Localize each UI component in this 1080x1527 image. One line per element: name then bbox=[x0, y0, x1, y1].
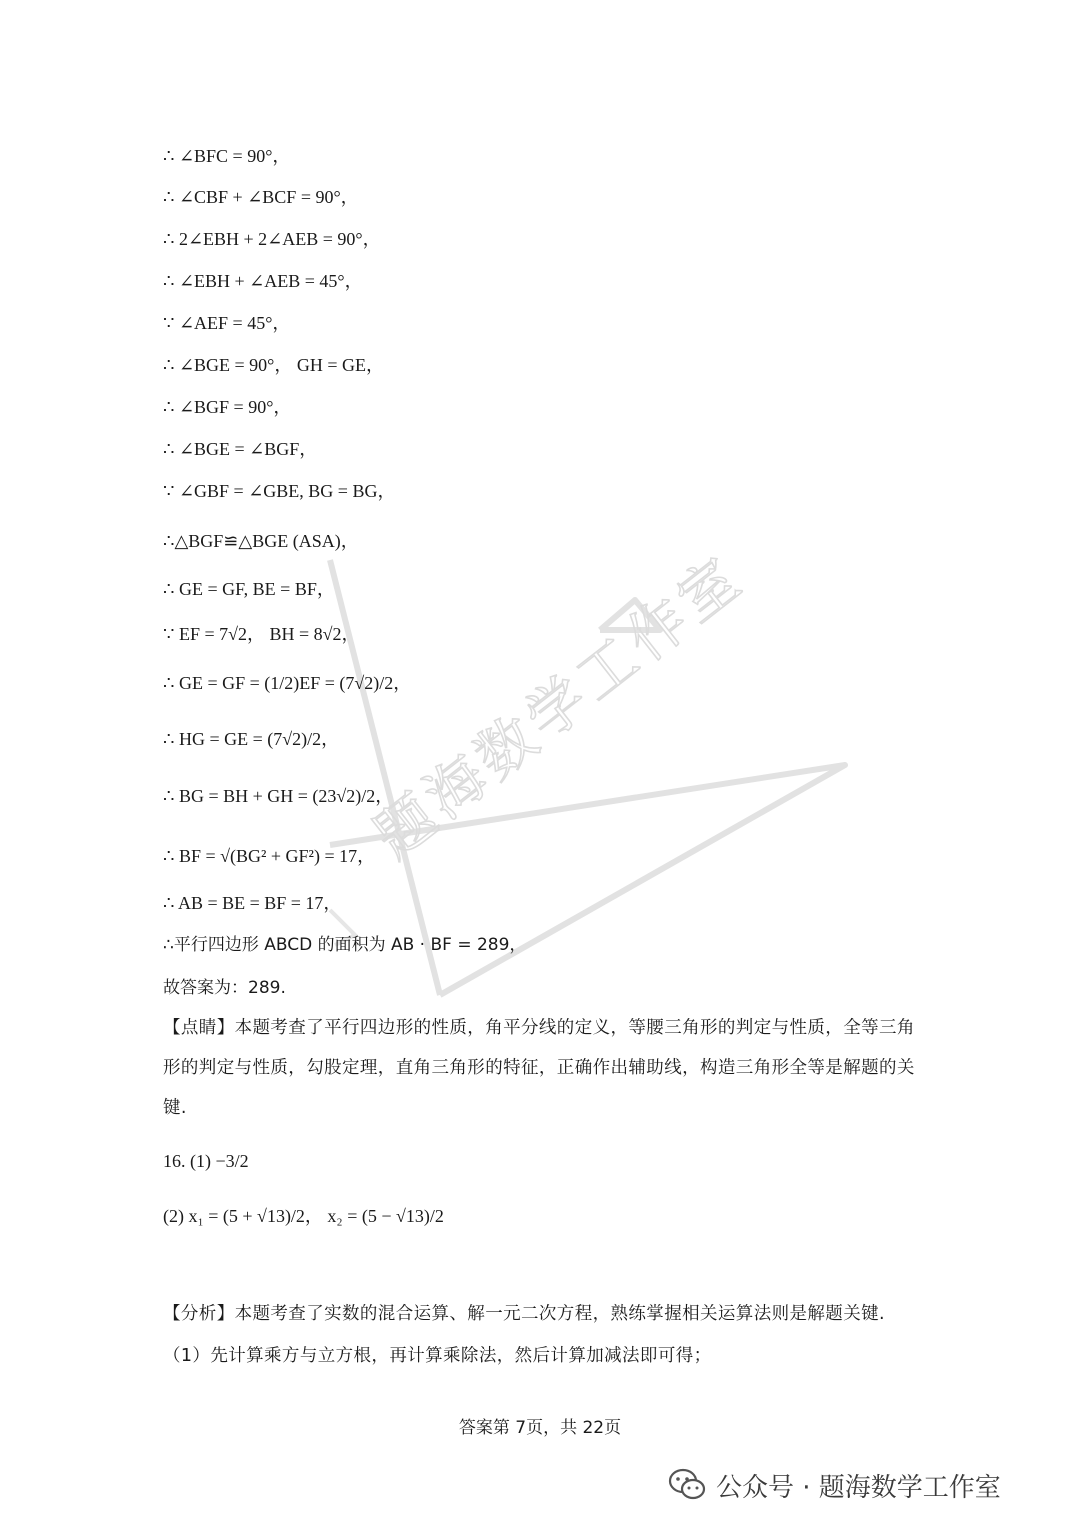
solution-step: ∴ ∠CBF + ∠BCF = 90°， bbox=[163, 187, 359, 207]
q16-answer-2: (2) x₁ = (5 + √13)/2， x₂ = (5 − √13)/2 bbox=[163, 1206, 444, 1226]
solution-step: ∴ BG = BH + GH = (23√2)/2， bbox=[163, 786, 394, 806]
watermark-text: 题海数学工作室 bbox=[361, 541, 757, 872]
solution-step: ∴ ∠BGE = 90°， GH = GE， bbox=[163, 355, 385, 375]
solution-step: ∴ HG = GE = (7√2)/2， bbox=[163, 729, 340, 749]
solution-step: ∴△BGF≌△BGE (ASA)， bbox=[163, 531, 359, 551]
fenxi-paragraph: 【分析】本题考查了实数的混合运算、解一元二次方程，熟练掌握相关运算法则是解题关键. bbox=[163, 1304, 885, 1324]
solution-step: ∴ GE = GF, BE = BF， bbox=[163, 579, 335, 599]
solution-step: ∴ AB = BE = BF = 17， bbox=[163, 893, 342, 913]
solution-step: ∴ ∠BGE = ∠BGF， bbox=[163, 439, 318, 459]
solution-step: ∵ EF = 7√2， BH = 8√2， bbox=[163, 624, 360, 644]
page-footer: 答案第 7页，共 22页 bbox=[458, 1418, 622, 1438]
wechat-account-bar[interactable] bbox=[668, 1465, 1001, 1505]
solution-step: ∴ ∠BFC = 90°， bbox=[163, 146, 291, 166]
solution-step: ∴ ∠EBH + ∠AEB = 45°， bbox=[163, 271, 363, 291]
q16-answer-1: 16. (1) −3/2 bbox=[163, 1151, 249, 1171]
step-1-note: （1）先计算乘方与立方根，再计算乘除法，然后计算加减法即可得； bbox=[163, 1346, 712, 1366]
solution-step: ∴平行四边形 ABCD 的面积为 AB · BF = 289， bbox=[163, 935, 527, 955]
solution-step: ∴ ∠BGF = 90°， bbox=[163, 397, 292, 417]
dianjing-paragraph: 【点睛】本题考查了平行四边形的性质，角平分线的定义，等腰三角形的判定与性质，全等三角形的判定与性质，勾股定理，直角三角形的特征，正确作出辅助线，构造三角形全等是解题的关键. bbox=[163, 1018, 915, 1118]
solution-step: ∴ BF = √(BG² + GF²) = 17， bbox=[163, 846, 376, 866]
solution-step: ∵ ∠AEF = 45°， bbox=[163, 313, 291, 333]
wechat-account-label: 公众号 · 题海数学工作室 bbox=[716, 1472, 1001, 1503]
solution-step: ∴ 2∠EBH + 2∠AEB = 90°， bbox=[163, 229, 381, 249]
wechat-icon bbox=[668, 1468, 706, 1502]
solution-step: 故答案为：289. bbox=[163, 978, 286, 998]
solution-step: ∵ ∠GBF = ∠GBE, BG = BG， bbox=[163, 481, 396, 501]
solution-step: ∴ GE = GF = (1/2)EF = (7√2)/2， bbox=[163, 673, 412, 693]
